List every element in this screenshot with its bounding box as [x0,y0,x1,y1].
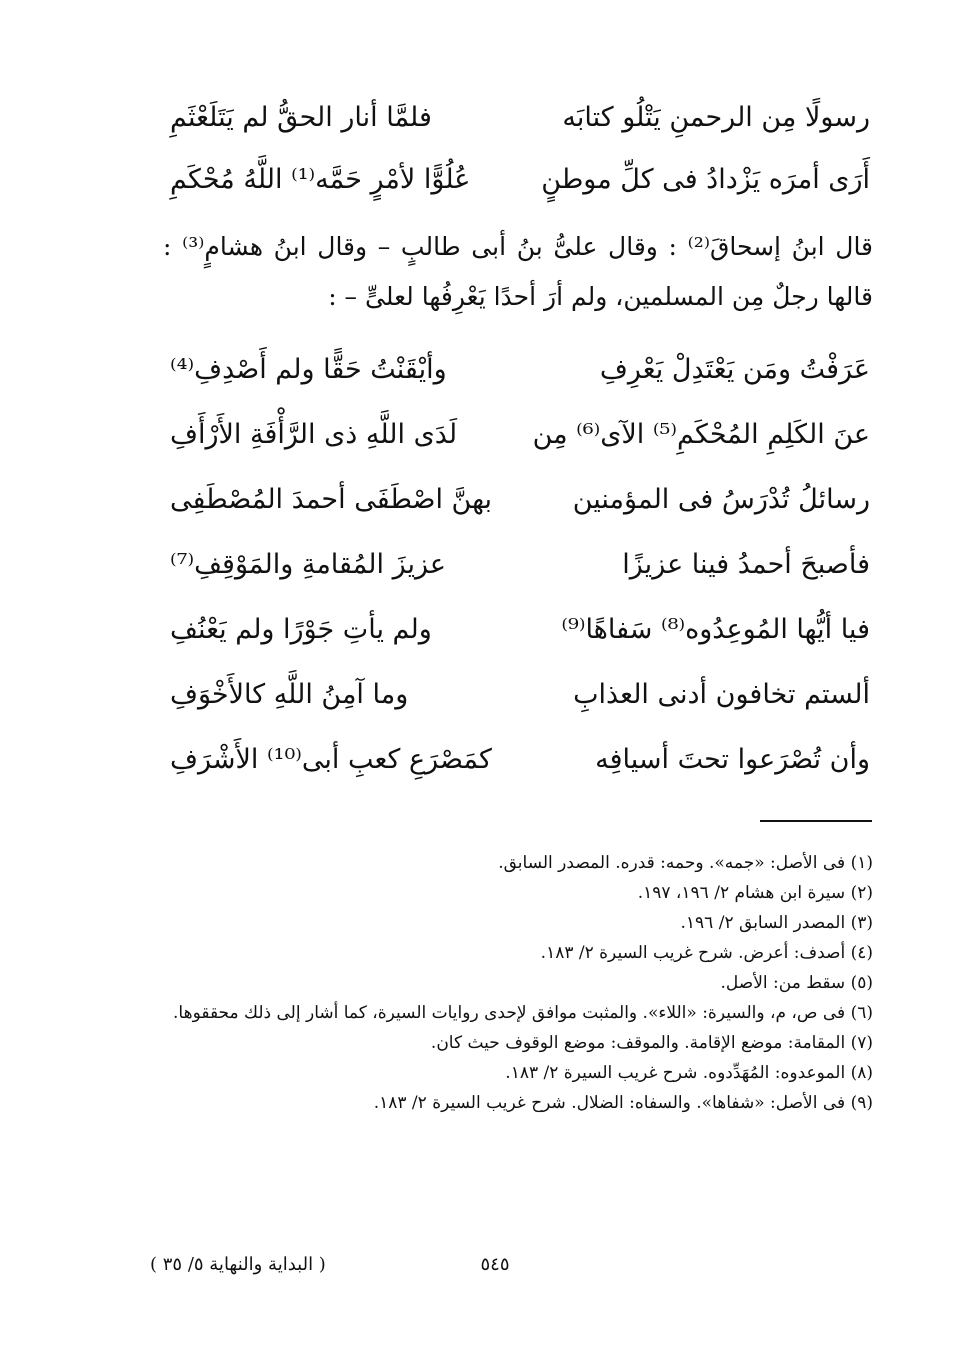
verse-first-hemistich: عنَ الكَلِمِ المُحْكَمِ⁽⁵⁾ الآى⁽⁶⁾ مِن [532,419,870,450]
verse-second-hemistich: عُلُوًّا لأمْرٍ حَمَّه⁽¹⁾ اللَّهُ مُحْكَمِ [170,164,471,195]
poem-verse [170,410,870,460]
footnote: (٢) سيرة ابن هشام ٢/ ١٩٦، ١٩٧. [637,883,873,903]
footnote: (٣) المصدر السابق ٢/ ١٩٦. [680,913,873,933]
verse-second-hemistich: وأيْقَنْتُ حَقًّا ولم أَصْدِفِ⁽⁴⁾ [170,354,447,385]
page-number: ٥٤٥ [480,1254,510,1275]
poem-verse [170,475,870,525]
verse-first-hemistich: فيا أيُّها المُوعِدُوه⁽⁸⁾ سَفاهًا⁽⁹⁾ [561,614,870,645]
footnote: (١) فى الأصل: «جمه». وحمه: قدره. المصدر السابق. [498,853,873,873]
page-footer [150,1250,840,1280]
verse-line [170,155,870,205]
verse-first-hemistich: عَرَفْتُ ومَن يَعْتَدِلْ يَعْرِفِ [599,354,870,385]
verse-line [170,93,870,143]
poem-verse [170,670,870,720]
verse-first-hemistich: فأصبحَ أحمدُ فينا عزيزًا [622,549,870,580]
verse-first-hemistich: أَرَى أمرَه يَزْدادُ فى كلِّ موطنٍ [541,164,870,195]
verse-second-hemistich: وما آمِنُ اللَّهِ كالأَخْوَفِ [170,679,409,710]
verse-second-hemistich: بهنَّ اصْطَفَى أحمدَ المُصْطَفِى [170,484,493,515]
poem-verse [170,540,870,590]
poem-verse [170,345,870,395]
footnotes [163,848,873,1118]
poem-verse [170,605,870,655]
verse-second-hemistich: عزيزَ المُقامةِ والمَوْقِفِ⁽⁷⁾ [170,549,447,580]
verse-second-hemistich: كمَصْرَعِ كعبِ أبى⁽¹⁰⁾ الأَشْرَفِ [170,744,492,775]
verse-second-hemistich: ولم يأتِ جَوْرًا ولم يَعْنُفِ [170,614,432,645]
verse-first-hemistich: وأن تُصْرَعوا تحتَ أسيافِه [595,744,870,775]
footnote: (٤) أصدف: أعرض. شرح غريب السيرة ٢/ ١٨٣. [540,943,873,963]
footnote: (٥) سقط من: الأصل. [720,973,873,993]
verse-first-hemistich: ألستم تخافون أدنى العذابِ [573,679,870,710]
footnote-separator [760,820,872,822]
verse-second-hemistich: لَدَى اللَّهِ ذى الرَّأْفَةِ الأَرْأَفِ [170,419,458,450]
source-reference: ( البداية والنهاية ٥/ ٣٥ ) [150,1254,326,1275]
verse-first-hemistich: رسولًا مِن الرحمنِ يَتْلُو كتابَه [562,102,870,133]
poem-verse [170,735,870,785]
footnote: (٨) الموعدوه: المُهَدِّدوه. شرح غريب السيرة ٢/ ١٨٣. [505,1063,873,1083]
footnote: (٦) فى ص، م، والسيرة: «اللاء». والمثبت موافق لإحدى روايات السيرة، كما أشار إلى ذلك محققوها. [173,1003,873,1023]
verse-first-hemistich: رسائلُ تُدْرَسُ فى المؤمنين [572,484,870,515]
footnote: (٩) فى الأصل: «شفاها». والسفاه: الضلال. شرح غريب السيرة ٢/ ١٨٣. [373,1093,873,1113]
footnote: (٧) المقامة: موضع الإقامة. والموقف: موضع الوقوف حيث كان. [430,1033,873,1053]
verse-second-hemistich: فلمَّا أنار الحقُّ لم يَتَلَعْثَمِ [170,102,432,133]
intro-paragraph: قال ابنُ إسحاقَ⁽²⁾ : وقال علىُّ بنُ أبى طالبٍ – وقال ابنُ هشامٍ⁽³⁾ : قالها رجلٌ مِن المسلمين، ولم أرَ أحدًا يَعْرِفُها لعلىٍّ – : [163,232,874,311]
